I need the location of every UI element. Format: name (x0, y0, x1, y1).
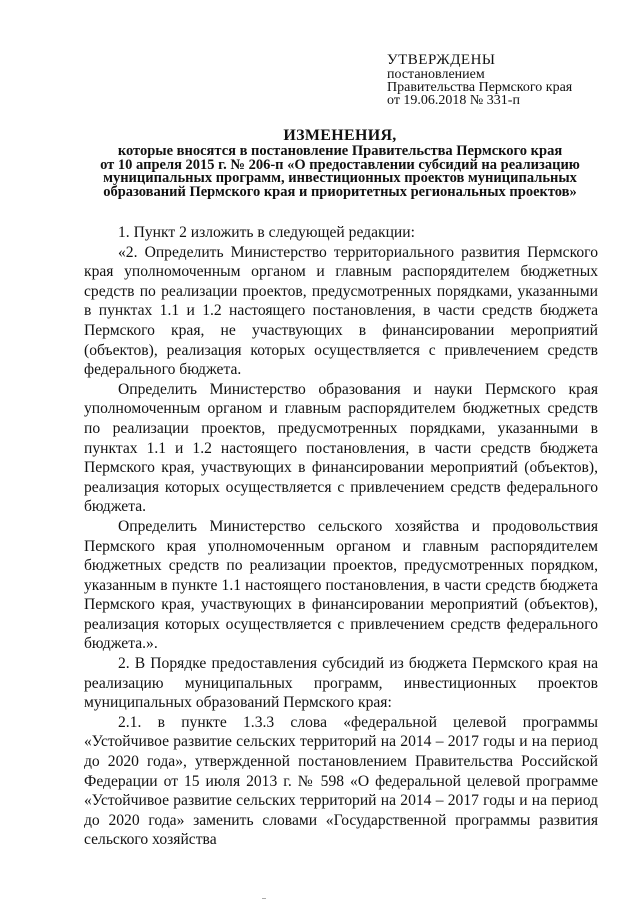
paragraph: 2.1. в пункте 1.3.3 слова «федеральной целевой программы «Устойчивое развитие сельских территорий на 2014 – 2017 годы и на период до 2020 года», утвержденной постановлением Правительства Российской Федерации от 15 июля 2013 г. № 598 «О федеральной целевой программе «Устойчивое развитие сельских территорий на 2014 – 2017 годы и на период до 2020 года» заменить словами «Государственной программы развития сельского хозяйства (84, 713, 598, 849)
paragraph: 1. Пункт 2 изложить в следующей редакции: (118, 224, 415, 241)
title-line: муниципальных программ, инвестиционных проектов муниципальных (103, 170, 577, 186)
document-body (84, 223, 598, 850)
approval-stamp (387, 52, 627, 107)
approval-heading: УТВЕРЖДЕНЫ (387, 52, 496, 68)
paragraph: Определить Министерство образования и науки Пермского края уполномоченным органом и главным распорядителем бюджетных средств по реализации проектов, предусмотренных порядками, указанными в пунктах 1.1 и 1.2 настоящего постановления, в части средств бюджета Пермского края, участвующих в финансировании мероприятий (объектов), реализация которых осуществляется с привлечением средств федерального бюджета. (84, 380, 598, 516)
title-line: от 10 апреля 2015 г. № 206-п «О предоставлении субсидий на реализацию (100, 156, 580, 173)
title-main: ИЗМЕНЕНИЯ, (283, 127, 397, 144)
approval-line: Правительства Пермского края (387, 80, 573, 95)
paragraph: «2. Определить Министерство территориального развития Пермского края уполномоченным органом и главным распорядителем бюджетных средств по реализации проектов, предусмотренных порядками, указанными в пунктах 1.1 и 1.2 настоящего постановления, в части средств бюджета Пермского края, не участвующих в финансировании мероприятий (объектов), реализация которых осуществляется с привлечением средств федерального бюджета. (84, 243, 598, 379)
title-line: которые вносятся в постановление Правительства Пермского края (117, 143, 563, 159)
title-line: образований Пермского края и приоритетных региональных проектов» (103, 183, 577, 200)
approval-line: от 19.06.2018 № 331-п (387, 93, 520, 108)
document-title (60, 127, 620, 199)
approval-line: постановлением (387, 67, 485, 82)
paragraph: Определить Министерство сельского хозяйства и продовольствия Пермского края уполномоченным органом и главным распорядителем бюджетных средств по реализации проектов, предусмотренных порядком, указанным в пункте 1.1 настоящего постановления, в части средств бюджета Пермского края, участвующих в финансировании мероприятий (объектов), реализация которых осуществляется с привлечением средств федерального бюджета.». (84, 517, 598, 653)
paragraph: 2. В Порядке предоставления субсидий из бюджета Пермского края на реализацию муниципальных программ, инвестиционных проектов муниципальных образований Пермского края: (84, 655, 598, 712)
scan-mark (262, 898, 266, 899)
